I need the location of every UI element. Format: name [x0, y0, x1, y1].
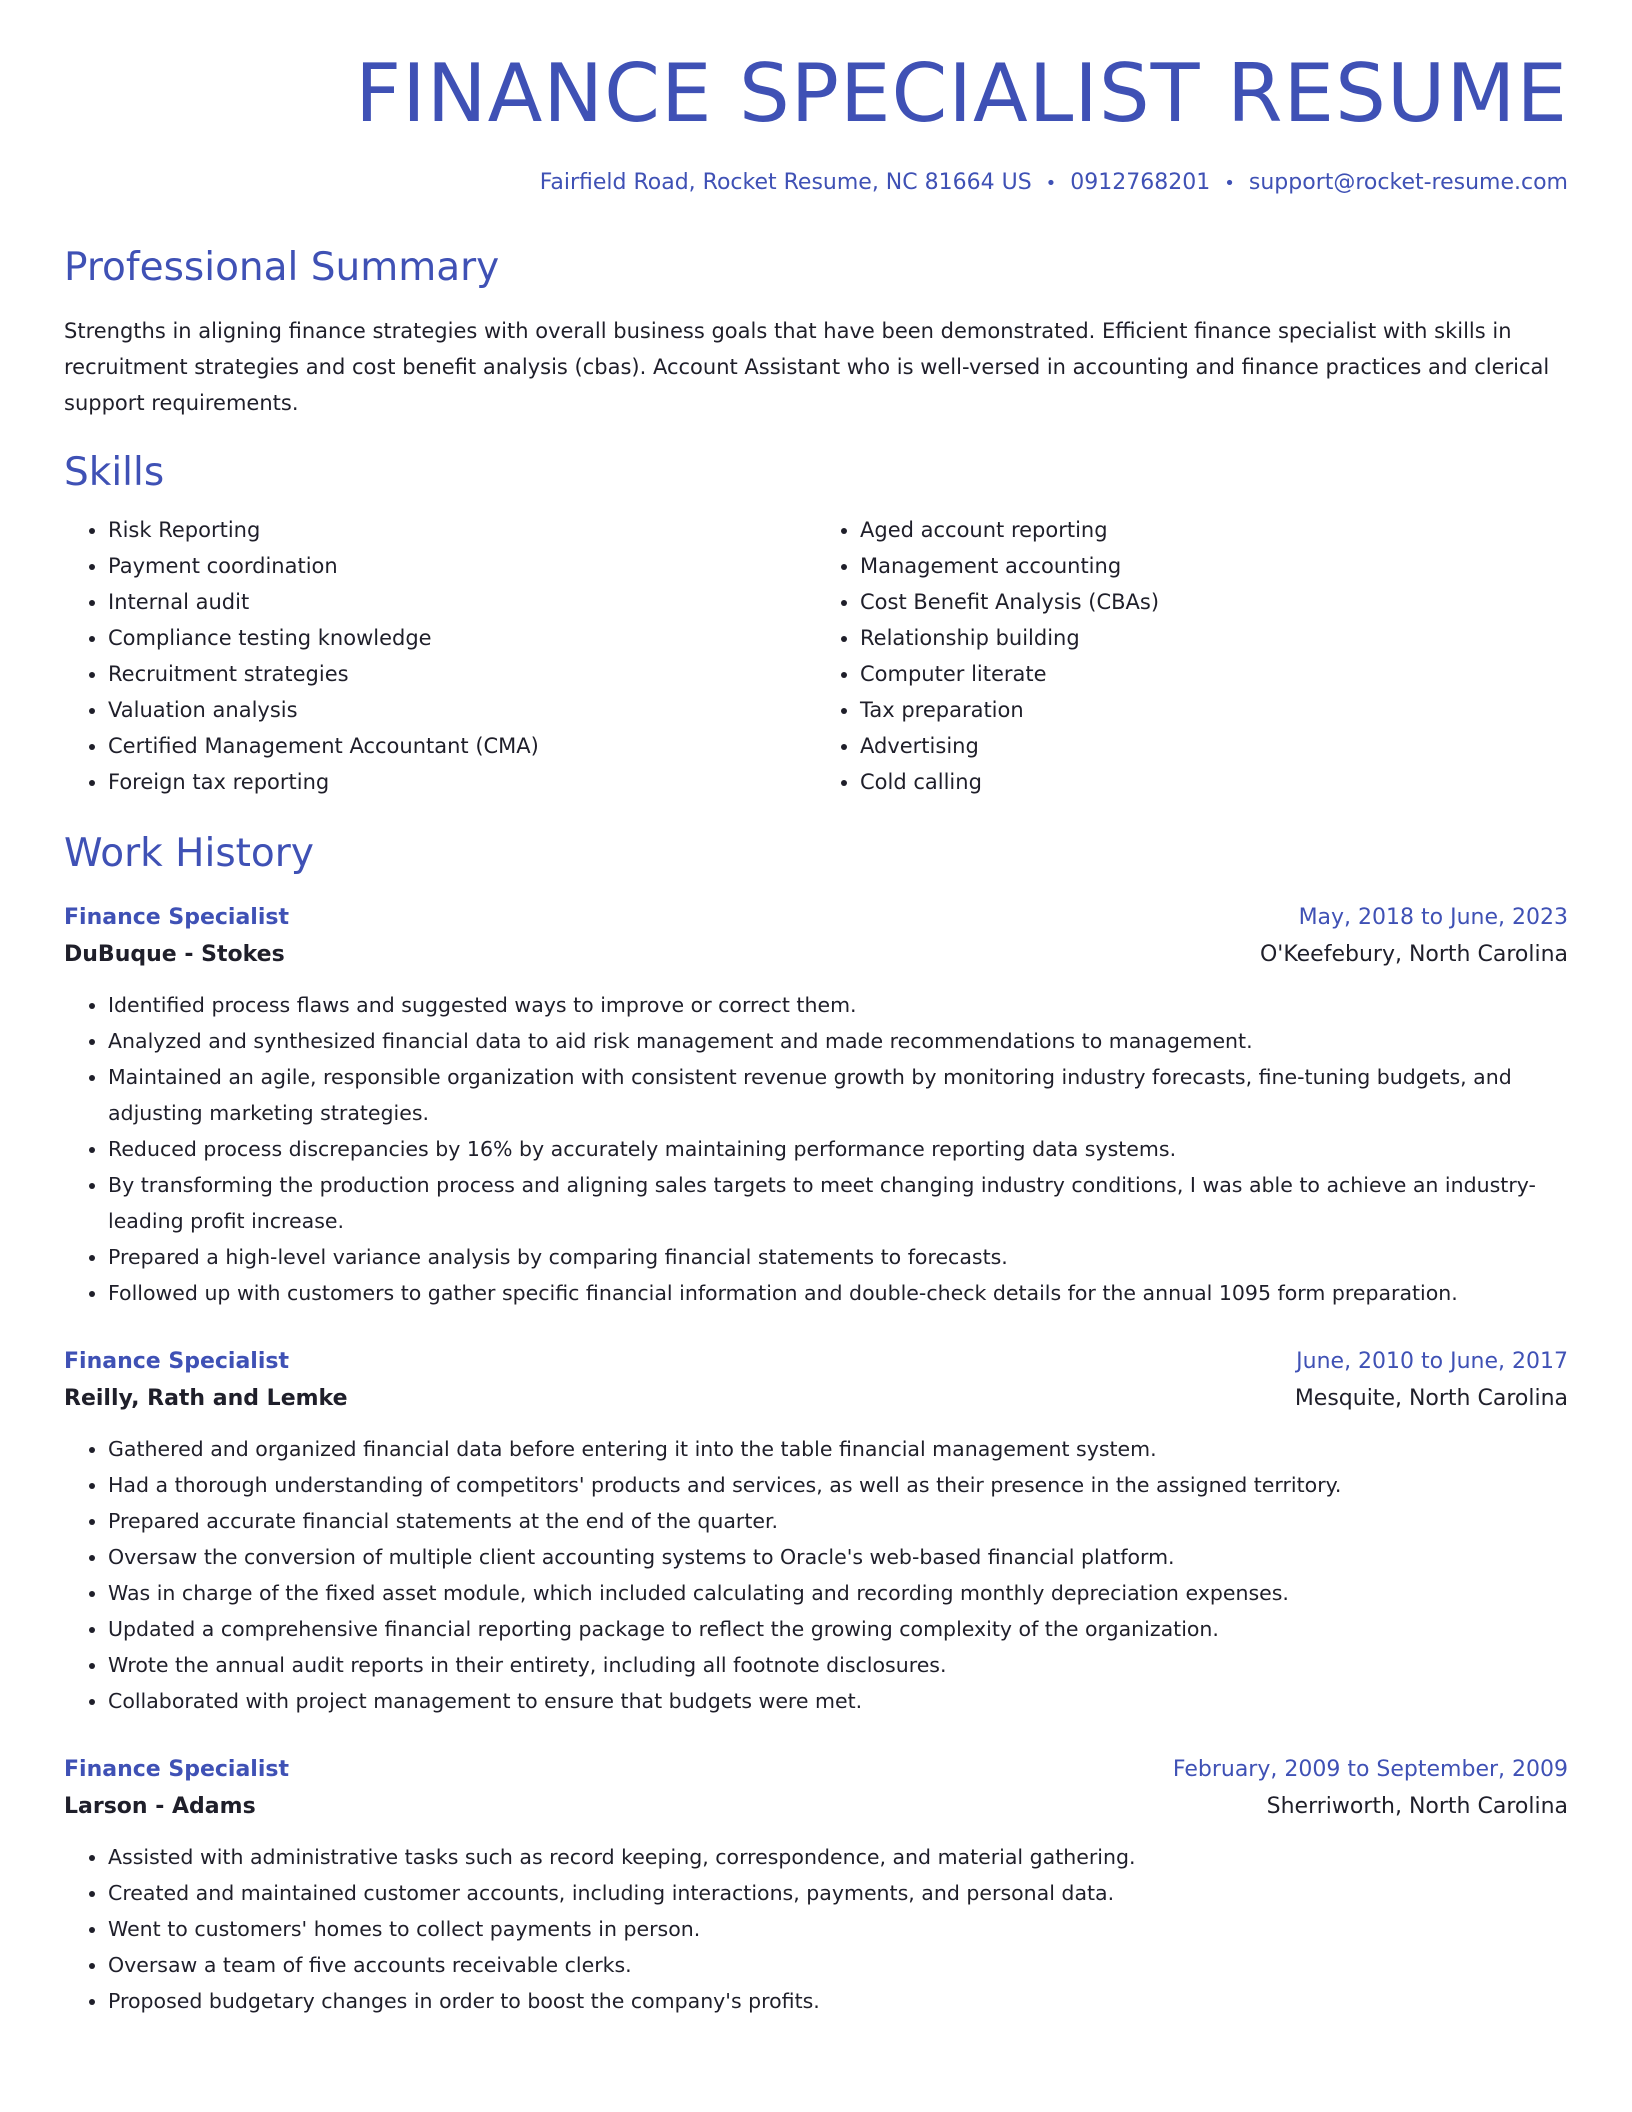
job-title-row: [64, 1751, 1568, 1788]
skill-item: • Aged account reporting: [860, 512, 1568, 548]
contact-line: [64, 170, 1568, 196]
skills-left-list: [64, 512, 816, 800]
skill-item: • Risk Reporting: [108, 512, 816, 548]
resume-name: FINANCE SPECIALIST RESUME: [355, 47, 1568, 140]
job-bullet: • Prepared accurate financial statements at the end of the quarter.: [108, 1503, 1568, 1539]
job-bullet: • Was in charge of the fixed asset module, which included calculating and recording monthly depreciation expenses.: [108, 1575, 1568, 1611]
contact-phone: 0912768201: [1070, 170, 1211, 195]
job-bullet: • By transforming the production process and aligning sales targets to meet changing industry conditions, I was able to achieve an industry-leading profit increase.: [108, 1167, 1568, 1239]
job-bullet: • Maintained an agile, responsible organization with consistent revenue growth by monitoring industry forecasts, fine-tuning budgets, and adjusting marketing strategies.: [108, 1059, 1568, 1131]
job-bullet: • Collaborated with project management to ensure that budgets were met.: [108, 1683, 1568, 1719]
job-bullet: • Reduced process discrepancies by 16% by accurately maintaining performance reporting data systems.: [108, 1131, 1568, 1167]
skill-item: • Foreign tax reporting: [108, 764, 816, 800]
job-company-row: [64, 1380, 1568, 1417]
job-entry: [64, 1343, 1568, 1719]
job-location: Sherriworth, North Carolina: [1266, 1793, 1568, 1819]
skill-item: • Advertising: [860, 728, 1568, 764]
job-title: Finance Specialist: [64, 904, 289, 930]
work-history-list: [64, 899, 1568, 2019]
skill-item: • Relationship building: [860, 620, 1568, 656]
job-bullet: • Created and maintained customer accounts, including interactions, payments, and personal data.: [108, 1875, 1568, 1911]
skill-item: • Management accounting: [860, 548, 1568, 584]
job-bullets: [64, 1839, 1568, 2019]
skill-item: • Internal audit: [108, 584, 816, 620]
job-dates: June, 2010 to June, 2017: [1296, 1348, 1568, 1374]
skill-item: • Recruitment strategies: [108, 656, 816, 692]
skills-right-list: [816, 512, 1568, 800]
job-company: Reilly, Rath and Lemke: [64, 1385, 348, 1411]
skills-heading: Skills: [64, 450, 165, 496]
skills-columns: [64, 512, 1568, 800]
job-title: Finance Specialist: [64, 1756, 289, 1782]
job-bullet: • Assisted with administrative tasks such as record keeping, correspondence, and material gathering.: [108, 1839, 1568, 1875]
skill-item: • Compliance testing knowledge: [108, 620, 816, 656]
job-location: Mesquite, North Carolina: [1294, 1385, 1568, 1411]
job-title-row: [64, 1343, 1568, 1380]
job-bullet: • Identified process flaws and suggested ways to improve or correct them.: [108, 987, 1568, 1023]
job-company: DuBuque - Stokes: [64, 941, 285, 967]
job-dates: May, 2018 to June, 2023: [1298, 904, 1568, 930]
job-company-row: [64, 1788, 1568, 1825]
job-bullet: • Oversaw a team of five accounts receivable clerks.: [108, 1947, 1568, 1983]
job-bullets: [64, 987, 1568, 1311]
job-bullet: • Had a thorough understanding of competitors' products and services, as well as their presence in the assigned territory.: [108, 1467, 1568, 1503]
job-entry: [64, 899, 1568, 1311]
job-bullet: • Wrote the annual audit reports in their entirety, including all footnote disclosures.: [108, 1647, 1568, 1683]
skill-item: • Certified Management Accountant (CMA): [108, 728, 816, 764]
skill-item: • Valuation analysis: [108, 692, 816, 728]
job-bullet: • Oversaw the conversion of multiple client accounting systems to Oracle's web-based financial platform.: [108, 1539, 1568, 1575]
job-company-row: [64, 936, 1568, 973]
skill-item: • Cost Benefit Analysis (CBAs): [860, 584, 1568, 620]
job-title-row: [64, 899, 1568, 936]
job-entry: [64, 1751, 1568, 2019]
skill-item: • Tax preparation: [860, 692, 1568, 728]
job-bullet: • Updated a comprehensive financial reporting package to reflect the growing complexity of the organization.: [108, 1611, 1568, 1647]
skill-item: • Payment coordination: [108, 548, 816, 584]
summary-heading: Professional Summary: [64, 245, 500, 291]
job-company: Larson - Adams: [64, 1793, 256, 1819]
job-bullet: • Analyzed and synthesized financial data to aid risk management and made recommendations to management.: [108, 1023, 1568, 1059]
work-history-heading: Work History: [64, 831, 314, 877]
skill-item: • Computer literate: [860, 656, 1568, 692]
contact-address: Fairfield Road, Rocket Resume, NC 81664 US: [539, 170, 1032, 195]
contact-separator: •: [1045, 173, 1057, 194]
resume-header: [64, 48, 1568, 196]
job-bullet: • Prepared a high-level variance analysis by comparing financial statements to forecasts.: [108, 1239, 1568, 1275]
skill-item: • Cold calling: [860, 764, 1568, 800]
job-bullets: [64, 1431, 1568, 1719]
job-bullet: • Gathered and organized financial data before entering it into the table financial management system.: [108, 1431, 1568, 1467]
contact-separator: •: [1224, 173, 1235, 194]
job-bullet: • Went to customers' homes to collect payments in person.: [108, 1911, 1568, 1947]
job-bullet: • Followed up with customers to gather specific financial information and double-check details for the annual 1095 form preparation.: [108, 1275, 1568, 1311]
summary-text: Strengths in aligning finance strategies with overall business goals that have been demonstrated. Efficient finance specialist with skills in recruitment strategies and cost benefit analysis (cbas). Account Assistant who is well-versed in accounting and finance practices and clerical support requirements.: [64, 319, 1550, 416]
job-dates: February, 2009 to September, 2009: [1172, 1756, 1568, 1782]
job-title: Finance Specialist: [64, 1348, 289, 1374]
contact-email[interactable]: support@rocket-resume.com: [1248, 170, 1568, 195]
job-bullet: • Proposed budgetary changes in order to boost the company's profits.: [108, 1983, 1568, 2019]
job-location: O'Keefebury, North Carolina: [1259, 941, 1568, 967]
